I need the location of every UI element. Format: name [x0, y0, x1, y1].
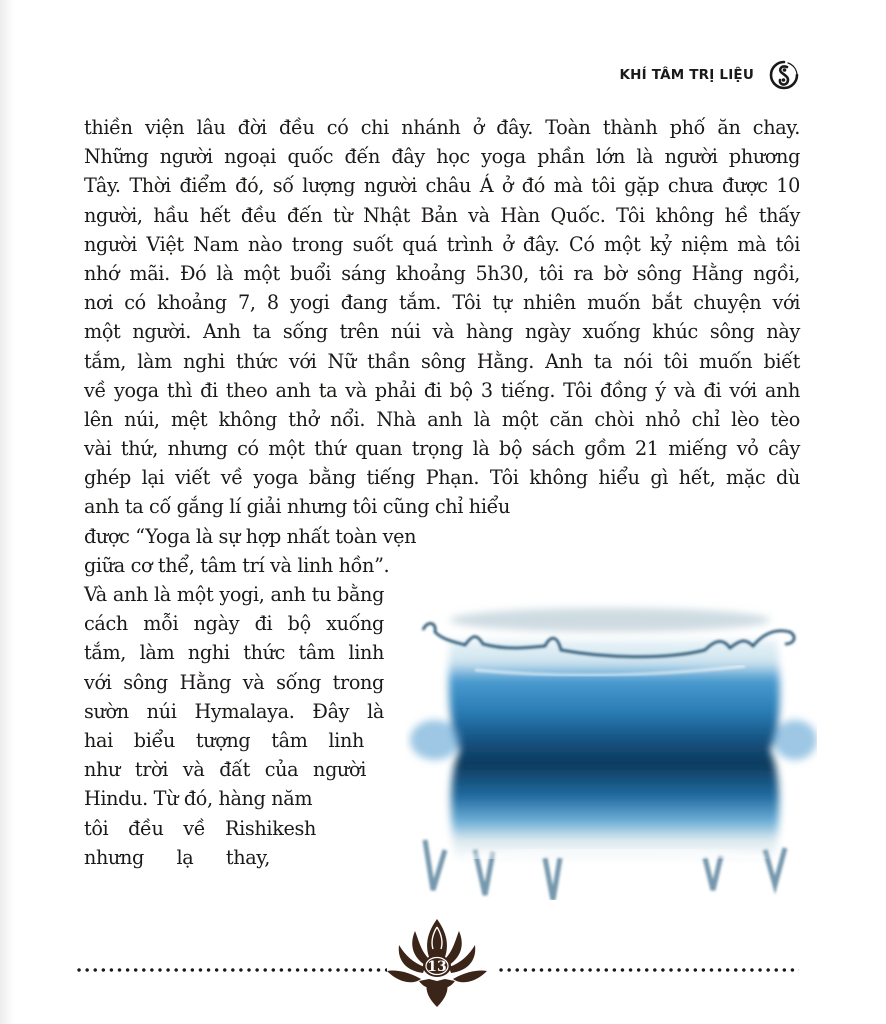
text-line: sườn núi Hymalaya. Đây là: [84, 699, 384, 723]
text-line: tôi đều về Rishikesh: [84, 816, 316, 840]
footer-dotted-rule-left: [75, 967, 387, 973]
text-line: vài thứ, nhưng có một thứ quan trọng là bộ sách gồm 21 miếng vỏ cây: [84, 437, 800, 461]
text-line: cách mỗi ngày đi bộ xuống: [84, 612, 384, 636]
text-line: anh ta cố gắng lí giải nhưng tôi cũng chỉ hiểu: [84, 495, 511, 519]
text-line: với sông Hằng và sống trong: [84, 670, 384, 694]
chapter-title: KHÍ TÂM TRỊ LIỆU: [619, 67, 754, 83]
text-line: người Việt Nam nào trong suốt quá trình ở đây. Có một kỷ niệm mà tôi: [84, 232, 800, 256]
text-line: nhớ mãi. Đó là một buổi sáng khoảng 5h30, tôi ra bờ sông Hằng ngồi,: [84, 261, 800, 285]
text-line: tắm, làm nghi thức tâm linh: [84, 641, 384, 665]
text-line: như trời và đất của người: [84, 758, 366, 782]
text-line: nơi có khoảng 7, 8 yogi đang tắm. Tôi tự nhiên muốn bắt chuyện với: [84, 291, 800, 315]
text-line: một người. Anh ta sống trên núi và hàng ngày xuống khúc sông này: [84, 320, 800, 344]
text-line: ghép lại viết về yoga bằng tiếng Phạn. Tôi không hiểu gì hết, mặc dù: [84, 466, 800, 490]
text-line: được “Yoga là sự hợp nhất toàn vẹn: [84, 524, 417, 548]
text-line: Tây. Thời điểm đó, số lượng người châu Á ở đó mà tôi gặp chưa được 10: [84, 174, 800, 198]
water-splash-image: [405, 600, 817, 900]
running-header: [560, 58, 800, 92]
text-line: thiền viện lâu đời đều có chi nhánh ở đây. Toàn thành phố ăn chay.: [84, 116, 800, 139]
swirl-logo-icon: [768, 59, 800, 91]
text-line: Và anh là một yogi, anh tu bằng: [84, 583, 384, 606]
footer-dotted-rule-right: [497, 967, 799, 973]
text-line: tắm, làm nghi thức với Nữ thần sông Hằng. Anh ta nói tôi muốn biết: [84, 349, 800, 373]
page-gutter-shadow: [0, 0, 14, 1024]
text-line: Những người ngoại quốc đến đây học yoga phần lớn là người phương: [84, 145, 800, 169]
text-line: giữa cơ thể, tâm trí và linh hồn”.: [84, 553, 390, 577]
text-line: nhưng lạ thay,: [84, 845, 270, 869]
text-line: lên núi, mệt không thở nổi. Nhà anh là một căn chòi nhỏ chỉ lèo tèo: [84, 407, 800, 431]
text-line: Hindu. Từ đó, hàng năm: [84, 787, 313, 811]
text-line: hai biểu tượng tâm linh: [84, 728, 364, 752]
page-number: 13: [427, 959, 447, 975]
text-line: người, hầu hết đều đến từ Nhật Bản và Hàn Quốc. Tôi không hề thấy: [84, 203, 800, 227]
text-line: về yoga thì đi theo anh ta và phải đi bộ 3 tiếng. Tôi đồng ý và đi với anh: [84, 378, 800, 402]
